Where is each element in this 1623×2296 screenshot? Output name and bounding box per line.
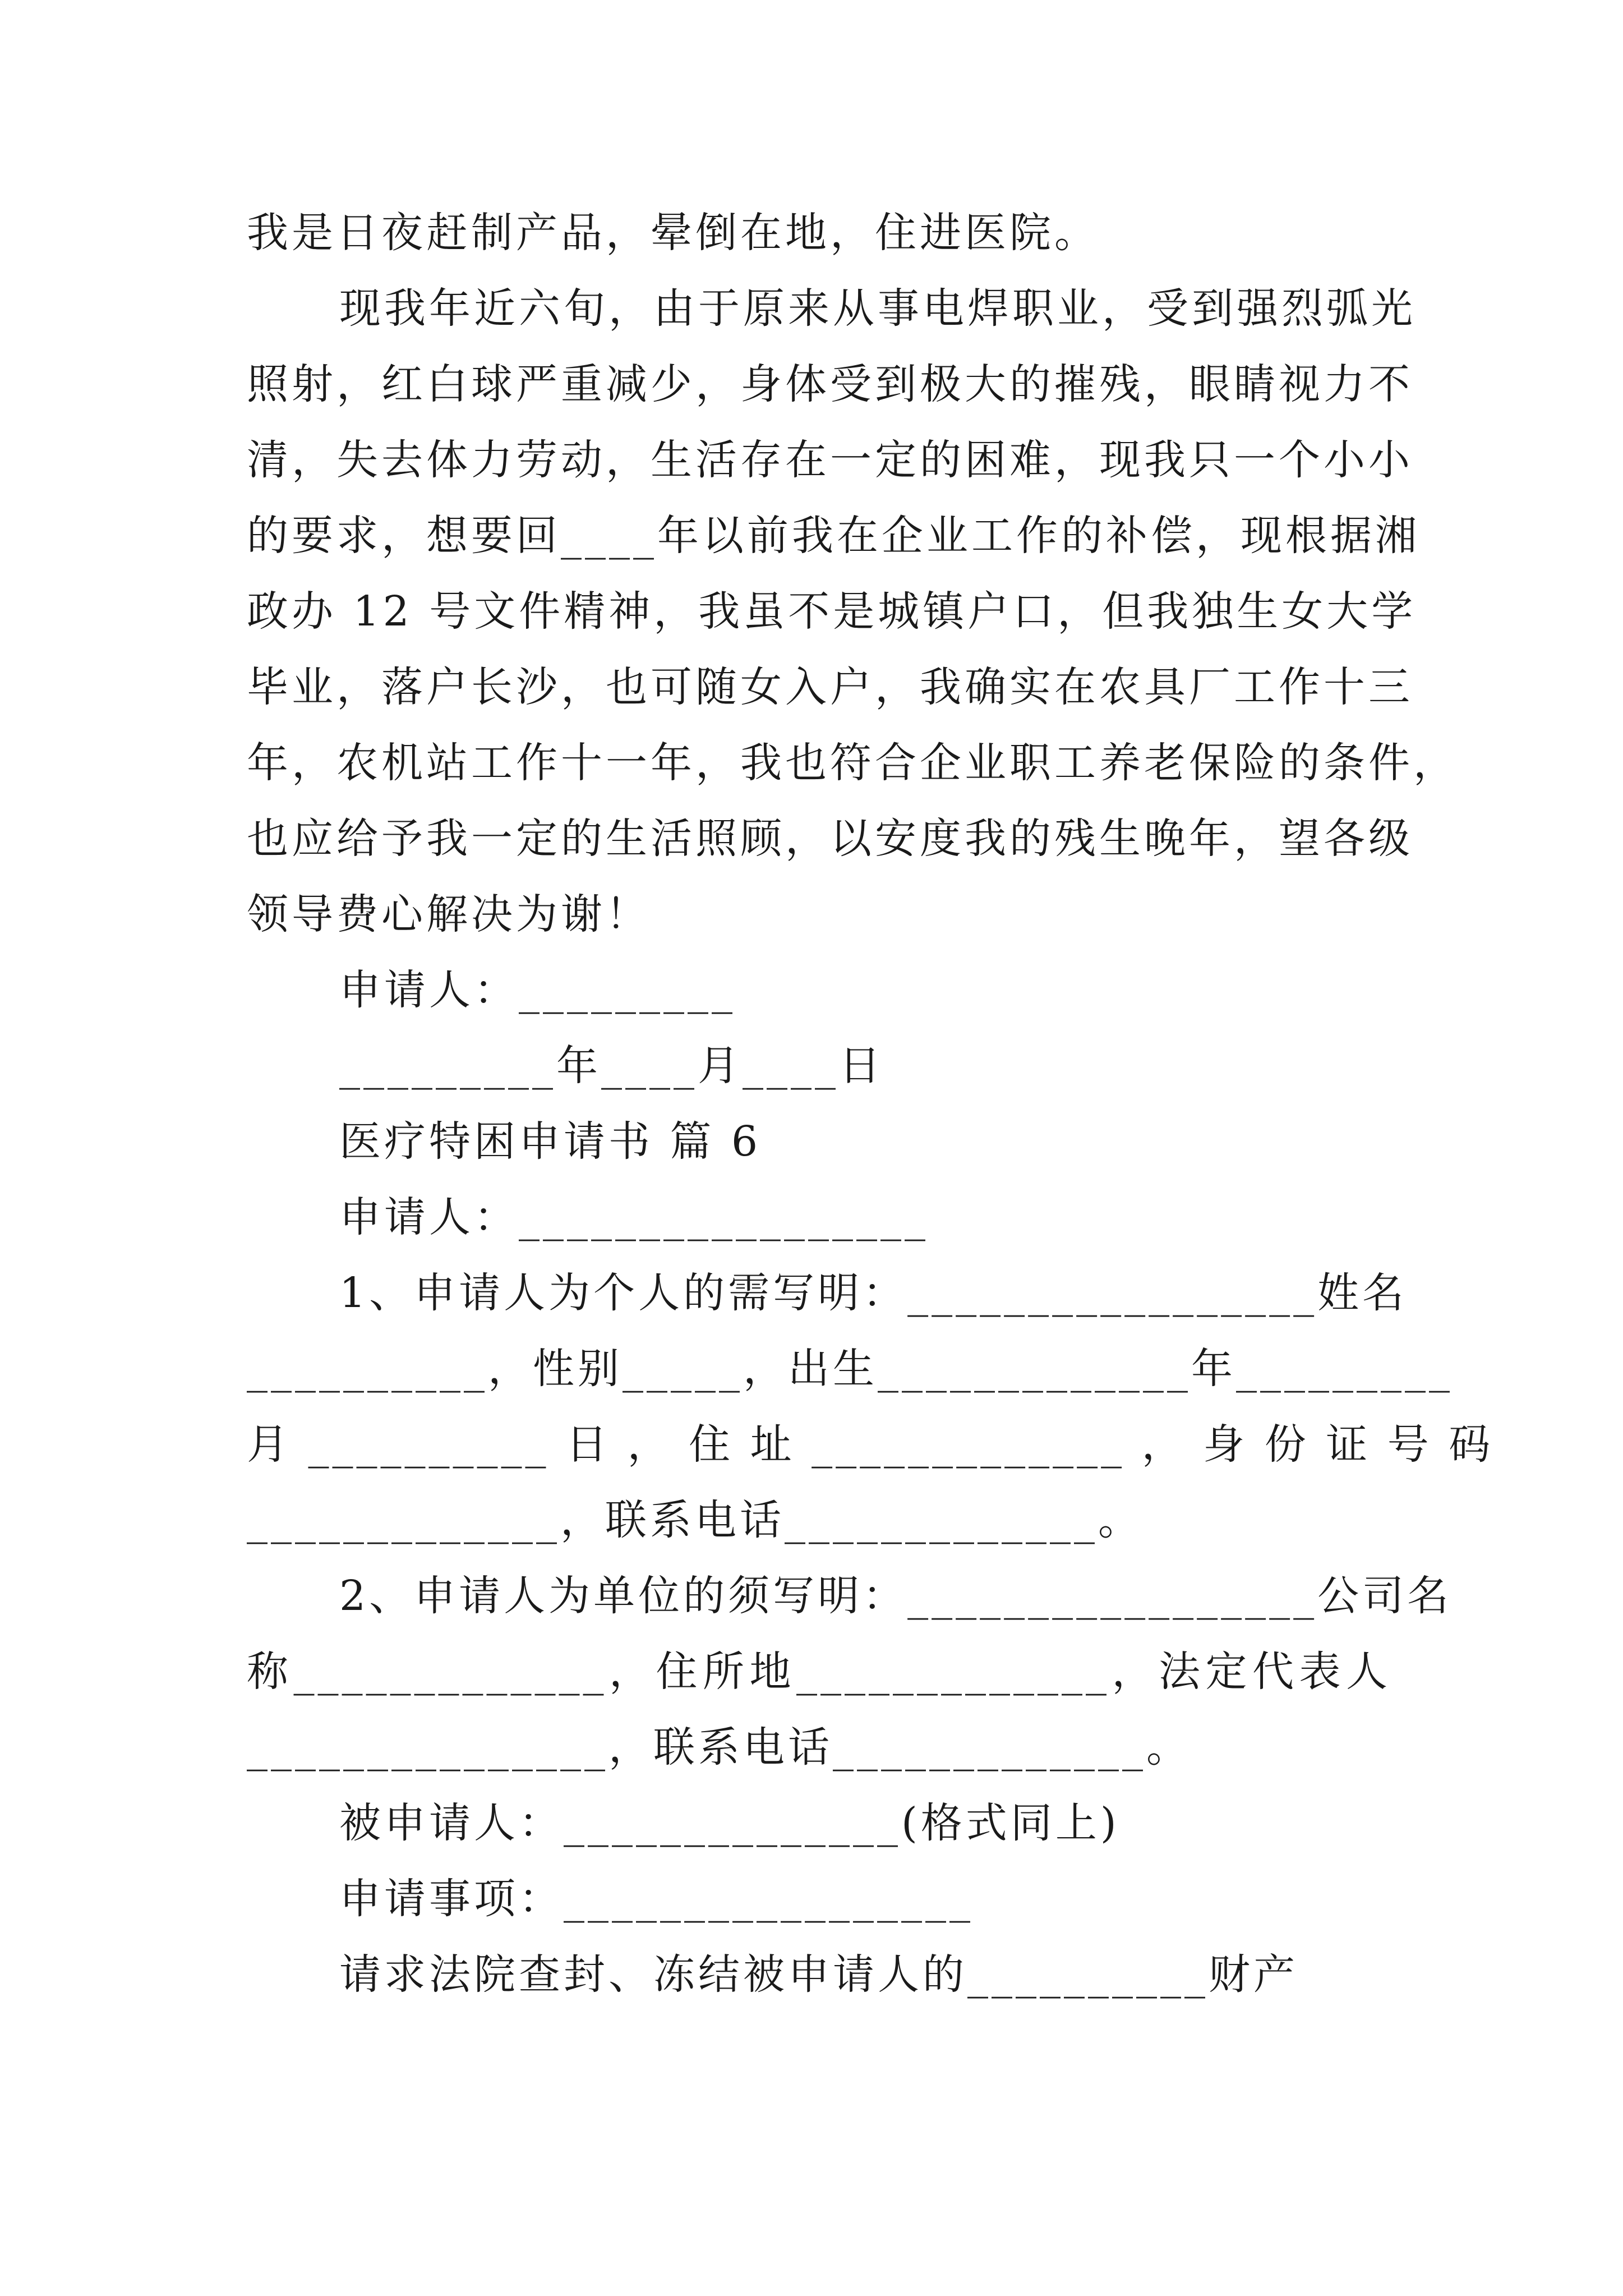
paragraph-line-2: 现我年近六旬，由于原来从事电焊职业，受到强烈弧光 — [339, 284, 1416, 333]
respondent-line: 被申请人：______________(格式同上) — [339, 1799, 1120, 1847]
unit-applicant-line-2: 称_____________，住所地_____________，法定代表人 — [247, 1648, 1391, 1696]
paragraph-line-9: 也应给予我一定的生活照顾，以安度我的残生晚年，望各级 — [247, 815, 1413, 863]
individual-applicant-line-1: 1、申请人为个人的需写明：_________________姓名 — [339, 1269, 1408, 1317]
paragraph-line-10: 领导费心解决为谢！ — [247, 890, 651, 938]
paragraph-line-3: 照射，红白球严重减少，身体受到极大的摧残，眼睛视力不 — [247, 360, 1413, 408]
paragraph-line-1: 我是日夜赶制产品，晕倒在地，住进医院。 — [247, 209, 1099, 257]
applicant-line: 申请人：_________________ — [339, 1193, 929, 1241]
individual-applicant-line-2: __________，性别_____，出生_____________年_________ — [247, 1345, 1453, 1393]
date-line: _________年____月____日 — [339, 1042, 884, 1090]
application-matters-line: 申请事项：_________________ — [339, 1875, 974, 1923]
paragraph-line-4: 清，失去体力劳动，生活存在一定的困难，现我只一个小小 — [247, 436, 1413, 484]
individual-applicant-line-3: 月 __________ 日 ， 住 址 _____________ ， 身 份 证 号 码 — [247, 1420, 1494, 1469]
individual-applicant-line-4: _____________，联系电话_____________。 — [247, 1496, 1143, 1544]
section-title: 医疗特困申请书 篇 6 — [339, 1117, 762, 1166]
paragraph-line-7: 毕业，落户长沙，也可随女入户，我确实在农具厂工作十三 — [247, 663, 1413, 711]
paragraph-line-8: 年，农机站工作十一年，我也符合企业职工养老保险的条件， — [247, 739, 1458, 787]
unit-applicant-line-3: _______________，联系电话_____________。 — [247, 1723, 1191, 1772]
request-line: 请求法院查封、冻结被申请人的__________财产 — [339, 1950, 1298, 1999]
paragraph-line-6: 政办 12 号文件精神，我虽不是城镇户口，但我独生女大学 — [247, 587, 1417, 636]
applicant-signature-line: 申请人：_________ — [339, 966, 736, 1014]
unit-applicant-line-1: 2、申请人为单位的须写明：_________________公司名 — [339, 1572, 1453, 1620]
paragraph-line-5: 的要求，想要回____年以前我在企业工作的补偿，现根据湘 — [247, 512, 1420, 560]
